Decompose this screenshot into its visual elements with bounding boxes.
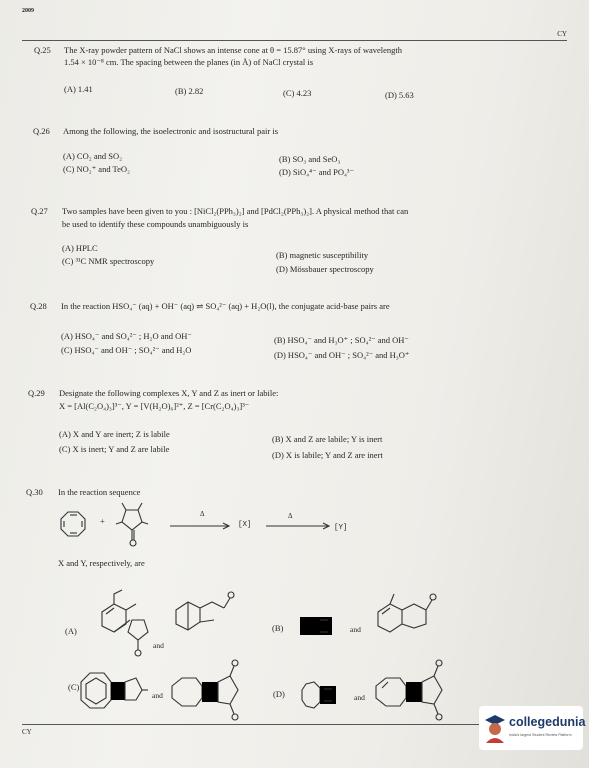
q27-number: Q.27: [31, 206, 48, 216]
q27-option-c: (C) ³¹C NMR spectroscopy: [62, 256, 155, 266]
q28-option-c: (C) HSO₄⁻ and OH⁻ ; SO₄²⁻ and H₂O: [61, 345, 192, 355]
q30-number: Q.30: [26, 487, 43, 497]
exam-year: 2009: [22, 8, 34, 14]
q30-option-d-and: and: [354, 693, 365, 702]
q30-option-c-structure-y: [168, 658, 258, 720]
collegedunia-watermark: [479, 706, 586, 750]
q30-option-b-and: and: [350, 625, 361, 634]
q30-option-d-label: (D): [273, 689, 285, 699]
q28-option-b: (B) HSO₄⁻ and H₃O⁺ ; SO₄²⁻ and OH⁻: [274, 335, 409, 345]
q29-option-c: (C) X is inert; Y and Z are labile: [59, 444, 170, 454]
q29-option-d: (D) X is labile; Y and Z are inert: [272, 450, 383, 460]
q29-text-line2: X = [Al(C₂O₄)₃]³⁻, Y = [V(H₂O)₆]²⁺, Z = [Cr(C₂O₄)₃]³⁻: [59, 401, 250, 411]
q28-option-a: (A) HSO₄⁻ and SO₄²⁻ ; H₂O and OH⁻: [61, 331, 192, 341]
q30-text: In the reaction sequence: [58, 487, 141, 497]
q30-heat-1: Δ: [200, 510, 205, 518]
q26-option-c: (C) NO₂⁺ and TeO₂: [63, 164, 131, 174]
q30-question: X and Y, respectively, are: [58, 558, 145, 568]
q29-number: Q.29: [28, 388, 45, 398]
q29-text-line1: Designate the following complexes X, Y and Z as inert or labile:: [59, 388, 279, 398]
q26-text: Among the following, the isoelectronic and isostructural pair is: [63, 126, 279, 136]
paper-code-bottom: CY: [22, 728, 32, 736]
q30-option-a-label: (A): [65, 626, 77, 636]
q25-option-d: (D) 5.63: [385, 90, 414, 100]
q30-option-c-label: (C): [68, 682, 80, 692]
q26-option-b: (B) SO₃ and SeO₃: [279, 154, 341, 164]
q28-text: In the reaction HSO₄⁻ (aq) + OH⁻ (aq) ⇌ SO₄²⁻ (aq) + H₂O(l), the conjugate acid-base pairs are: [61, 301, 390, 311]
q29-option-b: (B) X and Z are labile; Y is inert: [272, 434, 383, 444]
q25-number: Q.25: [34, 45, 51, 55]
q28-number: Q.28: [30, 301, 47, 311]
q27-text-line1: Two samples have been given to you : [NiCl₂(PPh₃)₂] and [PdCl₂(PPh₃)₂]. A physical method that can: [62, 206, 409, 216]
paper-code-top: CY: [557, 30, 567, 38]
q28-option-d: (D) HSO₄⁻ and OH⁻ ; SO₄²⁻ and H₃O⁺: [274, 350, 410, 360]
q25-option-a: (A) 1.41: [64, 84, 93, 94]
q26-option-d: (D) SiO₄⁴⁻ and PO₄³⁻: [279, 167, 354, 177]
q30-option-d-structure-y: [372, 658, 482, 720]
q30-option-a-structure-y: [168, 592, 258, 652]
q30-option-b-structure-x: [298, 612, 338, 642]
student-mascot-icon: [483, 713, 507, 743]
q30-intermediate-x: [X]: [238, 521, 252, 529]
q30-option-c-and: and: [152, 691, 163, 700]
q25-text-line2: 1.54 × 10⁻⁸ cm. The spacing between the planes (in Å) of NaCl crystal is: [64, 57, 314, 67]
q30-heat-2: Δ: [288, 512, 293, 520]
q27-text-line2: be used to identify these compounds unambiguously is: [62, 219, 249, 229]
q30-option-c-structure-x: [78, 668, 148, 718]
q30-option-b-structure-y: [370, 588, 450, 648]
q27-option-d: (D) Mössbauer spectroscopy: [276, 264, 374, 274]
q30-option-b-label: (B): [272, 623, 284, 633]
watermark-brand: collegedunia: [509, 715, 586, 729]
q25-text-line1: The X-ray powder pattern of NaCl shows an intense cone at θ = 15.87° using X-rays of wavelength: [64, 45, 403, 55]
q25-option-c: (C) 4.23: [283, 88, 312, 98]
q27-option-a: (A) HPLC: [62, 243, 98, 253]
q30-cyclopentadienone-structure: [112, 500, 162, 550]
watermark-tagline: India's largest Student Review Platform: [509, 733, 572, 737]
q26-number: Q.26: [33, 126, 50, 136]
q27-option-b: (B) magnetic susceptibility: [276, 250, 369, 260]
q30-option-a-and: and: [153, 641, 164, 650]
q30-plus-sign: +: [100, 516, 105, 526]
header-rule: [22, 40, 567, 41]
q26-option-a: (A) CO₂ and SO₂: [63, 151, 123, 161]
q30-product-y: [Y]: [334, 524, 348, 532]
q29-option-a: (A) X and Y are inert; Z is labile: [59, 429, 170, 439]
q25-option-b: (B) 2.82: [175, 86, 204, 96]
q30-option-d-structure-x: [300, 680, 346, 710]
